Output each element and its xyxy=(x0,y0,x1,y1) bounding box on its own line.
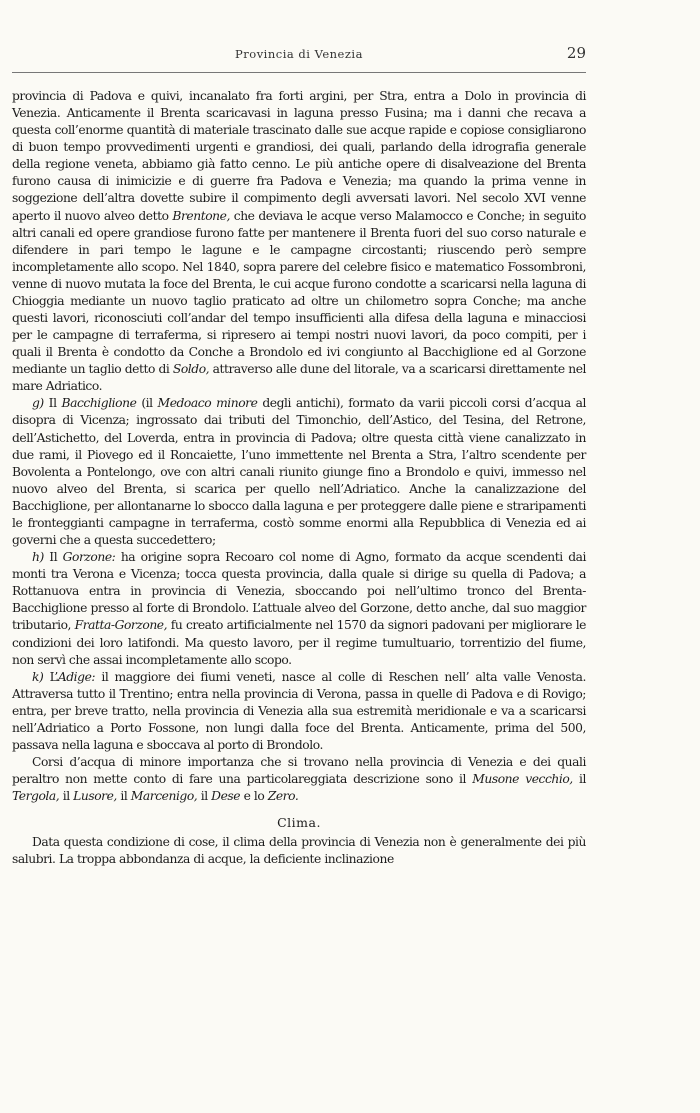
text-run: (il xyxy=(136,396,158,411)
text-run: Il xyxy=(43,396,62,411)
text-run: L’ xyxy=(43,669,58,684)
text-run: degli antichi), formato da varii piccoli corsi d’acqua al disopra di Vicenza; ingrossato dai tributi del Timonchio, dell’Astico, del Tesina, del Retrone, dell’Astichetto, del Loverda, entra in provincia di Padova; oltre questa città viene canalizzato in due rami, il Piovego ed il Roncaiette, l’uno immettente nel Brenta a Stra, l’altro scendente per Bovolenta a Pontelongo, ove con altri canali riunito giunge fino a Brondolo e quivi, immesso nel nuovo alveo del Brenta, si scarica per quello nell’Adriatico. Anche la canalizzazione del Bacchiglione, per allontanarne lo sbocco dalla laguna e per proteggere dalle piene e straripamenti le fronteggianti campagne in terraferma, costò somme enormi alla Repubblica di Venezia ed ai governi che a questa succedettero; xyxy=(12,396,587,548)
italic-text: Fratta-Gorzone, xyxy=(74,618,168,633)
italic-text: Medoaco minore xyxy=(157,396,258,411)
italic-text: Tergola, xyxy=(12,789,60,804)
text-run: che deviava le acque verso Malamocco e Conche; in seguito altri canali ed opere grandiose furono fatte per mantenere il Brenta fuori del suo corso naturale e difendere in pari tempo le lagune e le campagne circostanti; riuscendo però sempre incompletamente allo scopo. Nel 1840, sopra parere del celebre fisico e matematico Fossombroni, venne di nuovo mutata la foce del Brenta, le cui acque furono condotte a scaricarsi nella laguna di Chioggia mediante un nuovo taglio praticato ad oltre un chilometro sopra Conche; ma anche questi lavori, riconosciuti coll’andar del tempo insufficienti alla difesa della laguna e minacciosi per le campagne di terraferma, si ripresero ai tempi nostri nuovi lavori, da poco compiti, per i quali il Brenta è condotto da Conche a Brondolo ed ivi congiunto al Bacchiglione ed al Gorzone mediante un taglio detto di xyxy=(12,208,586,377)
running-header xyxy=(12,44,586,66)
text-run: Data questa condizione di cose, il clima della provincia di Venezia non è generalmente dei più salubri. La troppa abbondanza di acque, la deficiente inclinazione xyxy=(12,835,586,867)
text-run: Corsi d’acqua di minore importanza che si trovano nella provincia di Venezia e dei quali peraltro non mette conto di fare una particolareggiata descrizione sono il xyxy=(12,755,586,787)
text-run: il maggiore dei fiumi veneti, nasce al colle di Reschen nell’ alta valle Venosta. Attraversa tutto il Trentino; entra nella provincia di Verona, passa in quelle di Padova e di Rovigo; entra, per breve tratto, nella provincia di Venezia alla sua estremità meridionale e va a scaricarsi nell’Adriatico a Porto Fossone, non lungi dalla foce del Brenta. Anticamente, prima del 500, passava nella laguna e sboccava al porto di Brondolo. xyxy=(12,669,586,752)
header-rule xyxy=(12,72,586,73)
text-run: il xyxy=(197,789,212,804)
paragraph xyxy=(12,395,586,549)
italic-text: h) xyxy=(32,550,44,565)
text-run: attraverso alle dune del litorale, va a scaricarsi direttamente nel mare Adriatico. xyxy=(12,362,586,394)
body-text xyxy=(12,88,586,869)
text-run: provincia di Padova e quivi, incanalato fra forti argini, per Stra, entra a Dolo in provincia di Venezia. Anticamente il Brenta scaricavasi in laguna presso Fusina; ma i danni che recava a questa coll’enorme quantità di materiale trascinato dalle sue acque rapide e copiose consigliarono di buon tempo provvedimenti urgenti e grandiosi, dei quali, parlando della idrografia generale della regione veneta, abbiamo già fatto cenno. Le più antiche opere di disalveazione del Brenta furono causa di inimicizie e di guerre fra Padova e Venezia; ma quando la prima venne in soggezione dell’altra dovette subire il compimento degli avversati lavori. Nel secolo XVI venne aperto il nuovo alveo detto xyxy=(12,89,586,223)
paragraph xyxy=(12,834,586,868)
paragraph xyxy=(12,549,586,669)
italic-text: Lusore, xyxy=(73,789,117,804)
running-title: Provincia di Venezia xyxy=(235,47,363,61)
italic-text: Gorzone: xyxy=(62,550,116,565)
page-number: 29 xyxy=(566,44,586,62)
text-run: fu creato artificialmente nel 1570 da signori padovani per migliorare le condizioni dei loro latifondi. Ma questo lavoro, per il regime tumultuario, torrentizio del fiume, non servì che assai incompletamente allo scopo. xyxy=(12,618,587,667)
paragraph xyxy=(12,88,586,395)
italic-text: Adige: xyxy=(57,669,96,684)
italic-text: Soldo, xyxy=(172,362,210,377)
text-run: Il xyxy=(43,550,63,565)
paragraph xyxy=(12,754,586,805)
paragraph xyxy=(12,669,586,754)
italic-text: k) xyxy=(32,669,44,684)
section-heading: Clima. xyxy=(277,815,321,831)
italic-text: Bacchiglione xyxy=(61,396,137,411)
text-run: il xyxy=(116,789,131,804)
text-run: ha origine sopra Recoaro col nome di Agno, formato da acque scendenti dai monti tra Verona e Vicenza; tocca questa provincia, dalla quale si dirige su quella di Padova; a Rottanuova entra in provincia di Venezia, sboccando poi nell’ultimo tronco del Brenta-Bacchiglione presso al forte di Brondolo. L’attuale alveo del Gorzone, detto anche, dal suo maggior tributario, xyxy=(12,550,586,633)
text-run: e lo xyxy=(240,789,268,804)
text-run: il xyxy=(572,772,586,787)
italic-text: Musone vecchio, xyxy=(472,772,573,787)
italic-text: Zero. xyxy=(267,789,299,804)
italic-text: Dese xyxy=(211,789,241,804)
text-run: il xyxy=(59,789,74,804)
italic-text: Brentone, xyxy=(172,208,230,223)
italic-text: Marcenigo, xyxy=(130,789,198,804)
italic-text: g) xyxy=(32,396,44,411)
